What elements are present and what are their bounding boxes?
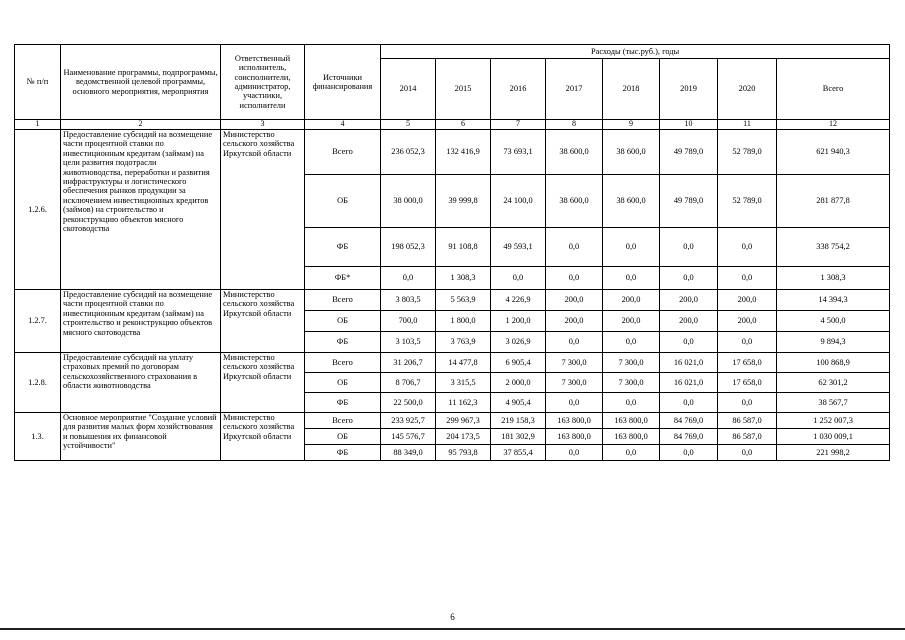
column-index: 5 (381, 120, 436, 130)
year-value: 0,0 (546, 332, 603, 353)
column-index: 2 (61, 120, 221, 130)
year-value: 17 658,0 (718, 373, 777, 393)
measure-name: Основное мероприятие "Создание условий для развития малых форм хозяйствования и повышения их финансовой устойчивости" (61, 413, 221, 461)
funding-source: ОБ (305, 311, 381, 332)
measure-name: Предоставление субсидий на уплату страховых премий по договорам сельскохозяйственного страхования в области животноводства (61, 353, 221, 413)
responsible-executor: Министерство сельского хозяйства Иркутской области (221, 290, 305, 353)
year-value: 73 693,1 (491, 130, 546, 175)
total-value: 281 877,8 (777, 175, 890, 228)
year-value: 7 300,0 (546, 373, 603, 393)
year-value: 7 300,0 (603, 373, 660, 393)
total-value: 62 301,2 (777, 373, 890, 393)
year-value: 38 600,0 (546, 175, 603, 228)
year-value: 38 600,0 (603, 175, 660, 228)
year-value: 200,0 (718, 290, 777, 311)
year-value: 1 200,0 (491, 311, 546, 332)
total-value: 100 868,9 (777, 353, 890, 373)
year-value: 1 800,0 (436, 311, 491, 332)
year-value: 7 300,0 (546, 353, 603, 373)
year-value: 16 021,0 (660, 373, 718, 393)
year-value: 84 769,0 (660, 413, 718, 429)
responsible-executor: Министерство сельского хозяйства Иркутской области (221, 413, 305, 461)
year-value: 2 000,0 (491, 373, 546, 393)
year-value: 0,0 (546, 393, 603, 413)
funding-source: ОБ (305, 175, 381, 228)
year-value: 163 800,0 (546, 413, 603, 429)
year-value: 181 302,9 (491, 429, 546, 445)
header-responsible: Ответственный исполнитель, соисполнители, администратор, участники, исполнители (221, 45, 305, 120)
year-value: 3 103,5 (381, 332, 436, 353)
funding-source: Всего (305, 353, 381, 373)
header-year: 2017 (546, 59, 603, 120)
column-index: 4 (305, 120, 381, 130)
year-value: 299 967,3 (436, 413, 491, 429)
year-value: 8 706,7 (381, 373, 436, 393)
column-index: 9 (603, 120, 660, 130)
year-value: 3 803,5 (381, 290, 436, 311)
year-value: 4 226,9 (491, 290, 546, 311)
column-index: 8 (546, 120, 603, 130)
table-row (15, 353, 890, 373)
year-value: 0,0 (381, 267, 436, 290)
year-value: 163 800,0 (546, 429, 603, 445)
year-value: 38 000,0 (381, 175, 436, 228)
year-value: 3 763,9 (436, 332, 491, 353)
year-value: 0,0 (718, 393, 777, 413)
year-value: 200,0 (546, 311, 603, 332)
year-value: 0,0 (660, 445, 718, 461)
year-value: 0,0 (660, 267, 718, 290)
funding-source: ОБ (305, 429, 381, 445)
year-value: 52 789,0 (718, 130, 777, 175)
year-value: 0,0 (603, 393, 660, 413)
year-value: 0,0 (546, 228, 603, 267)
scan-edge-divider (0, 628, 905, 630)
year-value: 3 026,9 (491, 332, 546, 353)
header-year: 2019 (660, 59, 718, 120)
table-row (15, 413, 890, 429)
year-value: 31 206,7 (381, 353, 436, 373)
header-total: Всего (777, 59, 890, 120)
year-value: 0,0 (491, 267, 546, 290)
year-value: 17 658,0 (718, 353, 777, 373)
funding-source: Всего (305, 290, 381, 311)
row-number: 1.3. (15, 413, 61, 461)
year-value: 49 789,0 (660, 130, 718, 175)
header-year: 2016 (491, 59, 546, 120)
column-index: 6 (436, 120, 491, 130)
year-value: 200,0 (660, 290, 718, 311)
funding-source: ФБ (305, 228, 381, 267)
header-year: 2018 (603, 59, 660, 120)
row-number: 1.2.8. (15, 353, 61, 413)
total-value: 14 394,3 (777, 290, 890, 311)
year-value: 16 021,0 (660, 353, 718, 373)
funding-source: ФБ (305, 393, 381, 413)
year-value: 0,0 (718, 332, 777, 353)
year-value: 200,0 (718, 311, 777, 332)
header-name: Наименование программы, подпрограммы, ведомственной целевой программы, основного мероприятия, мероприятия (61, 45, 221, 120)
year-value: 14 477,8 (436, 353, 491, 373)
year-value: 198 052,3 (381, 228, 436, 267)
funding-source: Всего (305, 413, 381, 429)
total-value: 338 754,2 (777, 228, 890, 267)
year-value: 86 587,0 (718, 429, 777, 445)
year-value: 39 999,8 (436, 175, 491, 228)
year-value: 11 162,3 (436, 393, 491, 413)
year-value: 219 158,3 (491, 413, 546, 429)
total-value: 1 030 009,1 (777, 429, 890, 445)
year-value: 0,0 (546, 267, 603, 290)
column-index: 7 (491, 120, 546, 130)
year-value: 4 905,4 (491, 393, 546, 413)
row-number: 1.2.7. (15, 290, 61, 353)
measure-name: Предоставление субсидий на возмещение части процентной ставки по инвестиционным кредитам (займам) на цели развития подотрасли животноводства, переработки и развития инфраструктуры и логистического обеспечения рынков продукции за исключением инвестиционных кредитов (займов) на строительство и реконструкцию объектов мясного скотоводства (61, 130, 221, 290)
funding-source: ФБ (305, 332, 381, 353)
year-value: 84 769,0 (660, 429, 718, 445)
page-number: 6 (450, 612, 455, 622)
column-index: 1 (15, 120, 61, 130)
year-value: 163 800,0 (603, 413, 660, 429)
column-index: 11 (718, 120, 777, 130)
year-value: 95 793,8 (436, 445, 491, 461)
year-value: 0,0 (603, 445, 660, 461)
year-value: 3 315,5 (436, 373, 491, 393)
column-index-row (15, 120, 890, 130)
funding-source: ФБ* (305, 267, 381, 290)
year-value: 7 300,0 (603, 353, 660, 373)
year-value: 88 349,0 (381, 445, 436, 461)
funding-source: ОБ (305, 373, 381, 393)
header-source: Источники финансирования (305, 45, 381, 120)
year-value: 5 563,9 (436, 290, 491, 311)
year-value: 0,0 (718, 228, 777, 267)
year-value: 204 173,5 (436, 429, 491, 445)
year-value: 24 100,0 (491, 175, 546, 228)
year-value: 200,0 (660, 311, 718, 332)
year-value: 0,0 (660, 393, 718, 413)
expenses-table (14, 44, 890, 461)
year-value: 200,0 (546, 290, 603, 311)
year-value: 49 789,0 (660, 175, 718, 228)
year-value: 38 600,0 (546, 130, 603, 175)
year-value: 86 587,0 (718, 413, 777, 429)
year-value: 38 600,0 (603, 130, 660, 175)
year-value: 200,0 (603, 311, 660, 332)
column-index: 3 (221, 120, 305, 130)
column-index: 12 (777, 120, 890, 130)
year-value: 200,0 (603, 290, 660, 311)
year-value: 0,0 (718, 445, 777, 461)
total-value: 9 894,3 (777, 332, 890, 353)
header-row (15, 45, 890, 59)
year-value: 0,0 (718, 267, 777, 290)
total-value: 38 567,7 (777, 393, 890, 413)
year-value: 0,0 (603, 332, 660, 353)
funding-source: Всего (305, 130, 381, 175)
column-index: 10 (660, 120, 718, 130)
year-value: 236 052,3 (381, 130, 436, 175)
year-value: 0,0 (603, 267, 660, 290)
total-value: 621 940,3 (777, 130, 890, 175)
year-value: 91 108,8 (436, 228, 491, 267)
year-value: 0,0 (660, 228, 718, 267)
total-value: 1 308,3 (777, 267, 890, 290)
year-value: 233 925,7 (381, 413, 436, 429)
header-num: № п/п (15, 45, 61, 120)
year-value: 163 800,0 (603, 429, 660, 445)
table-row (15, 290, 890, 311)
year-value: 49 593,1 (491, 228, 546, 267)
header-expenses: Расходы (тыс.руб.), годы (381, 45, 890, 59)
year-value: 37 855,4 (491, 445, 546, 461)
year-value: 6 905,4 (491, 353, 546, 373)
header-year: 2014 (381, 59, 436, 120)
year-value: 0,0 (546, 445, 603, 461)
total-value: 221 998,2 (777, 445, 890, 461)
measure-name: Предоставление субсидий на возмещение части процентной ставки по инвестиционным кредитам (займам) на строительство и реконструкцию объектов мясного скотоводства (61, 290, 221, 353)
year-value: 700,0 (381, 311, 436, 332)
year-value: 52 789,0 (718, 175, 777, 228)
responsible-executor: Министерство сельского хозяйства Иркутской области (221, 353, 305, 413)
table-row (15, 130, 890, 175)
header-year: 2020 (718, 59, 777, 120)
header-year: 2015 (436, 59, 491, 120)
row-number: 1.2.6. (15, 130, 61, 290)
year-value: 132 416,9 (436, 130, 491, 175)
year-value: 0,0 (660, 332, 718, 353)
year-value: 1 308,3 (436, 267, 491, 290)
total-value: 4 500,0 (777, 311, 890, 332)
total-value: 1 252 007,3 (777, 413, 890, 429)
responsible-executor: Министерство сельского хозяйства Иркутской области (221, 130, 305, 290)
year-value: 145 576,7 (381, 429, 436, 445)
year-value: 0,0 (603, 228, 660, 267)
year-value: 22 500,0 (381, 393, 436, 413)
funding-source: ФБ (305, 445, 381, 461)
